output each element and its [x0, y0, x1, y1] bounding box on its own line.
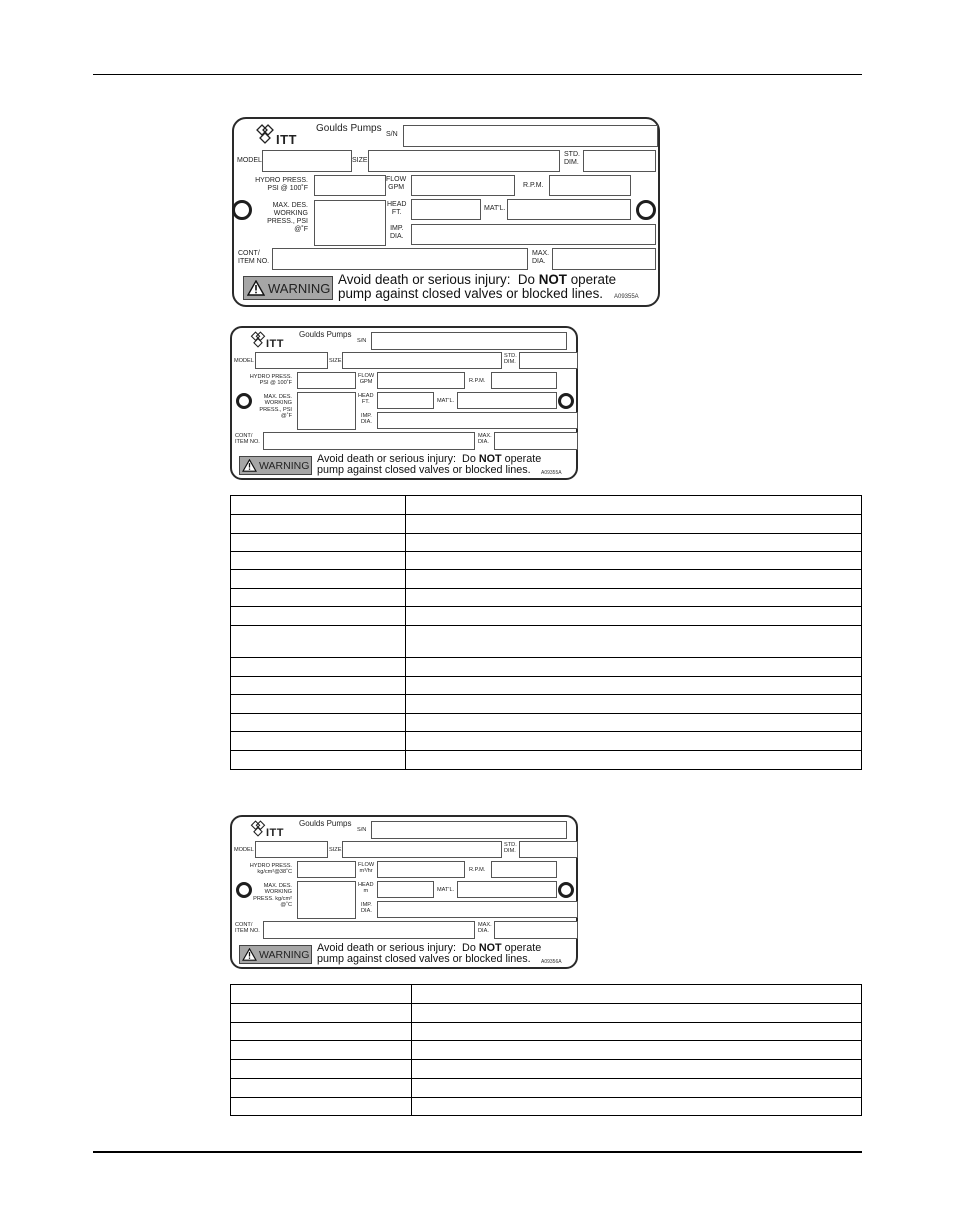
- field-std-dim: [519, 352, 578, 369]
- field-std-dim: [583, 150, 656, 172]
- warning-line2: pump against closed valves or blocked lines.: [338, 286, 603, 301]
- table-row: [231, 732, 862, 751]
- field-model: [255, 352, 328, 369]
- field-rpm: [491, 861, 557, 878]
- footer-rule: [93, 1151, 862, 1153]
- warning-triangle-icon: [242, 459, 257, 472]
- label-std-dim: STD. DIM.: [504, 353, 517, 366]
- label-imp-dia: IMP. DIA.: [390, 225, 404, 240]
- table-row: [231, 1079, 862, 1098]
- nameplate-field-table-2: [230, 984, 862, 1116]
- field-cont-item-no: [263, 921, 475, 939]
- warning-line2: pump against closed valves or blocked lines.: [317, 953, 531, 965]
- field-sn: [371, 332, 567, 350]
- warning-triangle-icon: [242, 948, 257, 961]
- warning-badge: [243, 276, 333, 300]
- warning-label: WARNING: [259, 459, 310, 472]
- mounting-hole-right: [558, 882, 574, 898]
- table-row: [231, 1004, 862, 1023]
- field-sn: [403, 125, 658, 147]
- label-sn: S/N: [357, 827, 367, 833]
- table-row: [231, 534, 862, 552]
- nameplate-field-table-1: [230, 495, 862, 770]
- field-matl: [457, 881, 557, 898]
- field-head: [411, 199, 481, 220]
- field-max-dia: [494, 432, 578, 450]
- field-flow: [411, 175, 515, 196]
- field-rpm: [549, 175, 631, 196]
- label-std-dim: STD. DIM.: [564, 151, 580, 166]
- field-std-dim: [519, 841, 578, 858]
- mounting-hole-left: [232, 200, 252, 220]
- warning-message: [338, 273, 616, 301]
- warning-badge: [239, 456, 312, 475]
- table-row: [231, 751, 862, 770]
- part-code: A09355A: [614, 294, 639, 300]
- table-row: [231, 1041, 862, 1060]
- field-max-dia: [494, 921, 578, 939]
- field-cont-item-no: [272, 248, 528, 270]
- field-hydro-press: [314, 175, 386, 196]
- mounting-hole-left: [236, 882, 252, 898]
- label-flow: FLOW m³/hr: [358, 862, 375, 875]
- label-max-des-working-press: MAX. DES. WORKING PRESS., PSI @˚F: [267, 202, 308, 233]
- label-hydro-press: HYDRO PRESS. PSI @ 100˚F: [249, 374, 292, 387]
- warning-line1-pre: Avoid death or serious injury: Do: [317, 453, 479, 465]
- table-row: [231, 1023, 862, 1041]
- warning-line1-post: operate: [501, 942, 542, 954]
- label-cont-item-no: CONT/ ITEM NO.: [235, 922, 260, 935]
- field-rpm: [491, 372, 557, 389]
- field-max-dia: [552, 248, 656, 270]
- field-size: [342, 841, 502, 858]
- table-row: [231, 1098, 862, 1116]
- table-row: [231, 658, 862, 677]
- label-rpm: R.P.M.: [523, 182, 544, 189]
- warning-message: [317, 454, 541, 476]
- label-sn: S/N: [386, 131, 398, 138]
- header-rule: [93, 74, 862, 75]
- table-row: [231, 570, 862, 589]
- field-head: [377, 392, 434, 409]
- label-flow: FLOW GPM: [358, 373, 375, 386]
- warning-line1-pre: Avoid death or serious injury: Do: [338, 272, 539, 287]
- part-code: A09355A: [541, 470, 562, 476]
- warning-line1-post: operate: [566, 272, 617, 287]
- warning-line1-bold: NOT: [478, 453, 502, 465]
- field-head: [377, 881, 434, 898]
- label-flow: FLOW GPM: [386, 176, 407, 191]
- field-matl: [507, 199, 631, 220]
- label-cont-item-no: CONT/ ITEM NO.: [238, 250, 270, 265]
- warning-line1-bold: NOT: [478, 942, 502, 954]
- label-head: HEAD m: [358, 882, 374, 895]
- table-row: [231, 677, 862, 695]
- mounting-hole-right: [558, 393, 574, 409]
- warning-label: WARNING: [259, 948, 310, 961]
- mounting-hole-right: [636, 200, 656, 220]
- label-max-des-working-press: MAX. DES. WORKING PRESS., PSI @˚F: [259, 394, 292, 420]
- label-size: SIZE: [329, 847, 342, 853]
- label-matl: MAT'L.: [484, 205, 506, 212]
- nameplate-english-large: [232, 117, 660, 307]
- table-row: [231, 552, 862, 570]
- label-std-dim: STD. DIM.: [504, 842, 517, 855]
- field-flow: [377, 372, 465, 389]
- warning-line1-post: operate: [501, 453, 542, 465]
- table-row: [231, 589, 862, 607]
- table-row: [231, 985, 862, 1004]
- itt-diamond-logo-icon: [249, 820, 267, 837]
- warning-line1-pre: Avoid death or serious injury: Do: [317, 942, 479, 954]
- warning-line1-bold: NOT: [538, 272, 567, 287]
- label-size: SIZE: [329, 358, 342, 364]
- label-model: MODEL: [234, 358, 254, 364]
- label-max-dia: MAX. DIA.: [478, 922, 492, 935]
- label-imp-dia: IMP. DIA.: [361, 902, 372, 915]
- itt-diamond-logo-icon: [249, 331, 267, 348]
- label-imp-dia: IMP. DIA.: [361, 413, 372, 426]
- warning-line2: pump against closed valves or blocked lines.: [317, 464, 531, 476]
- table-row: [231, 607, 862, 626]
- table-row: [231, 695, 862, 714]
- label-max-dia: MAX. DIA.: [478, 433, 492, 446]
- part-code: A09356A: [541, 959, 562, 965]
- warning-label: WARNING: [268, 280, 331, 296]
- field-hydro-press: [297, 372, 356, 389]
- field-max-des-working-press: [314, 200, 386, 246]
- label-hydro-press: HYDRO PRESS. kg/cm²@38˚C: [249, 863, 292, 876]
- label-matl: MAT'L.: [437, 398, 455, 404]
- brand-name: Goulds Pumps: [316, 123, 382, 134]
- itt-logo-text: ITT: [266, 338, 284, 350]
- brand-name: Goulds Pumps: [299, 330, 352, 339]
- label-model: MODEL: [237, 157, 262, 164]
- field-cont-item-no: [263, 432, 475, 450]
- field-model: [255, 841, 328, 858]
- mounting-hole-left: [236, 393, 252, 409]
- field-imp-dia: [377, 901, 578, 918]
- nameplate-english-small: [230, 326, 578, 480]
- label-model: MODEL: [234, 847, 254, 853]
- label-head: HEAD FT.: [387, 201, 407, 216]
- label-max-des-working-press: MAX. DES. WORKING PRESS. kg/cm² @˚C: [253, 883, 292, 909]
- label-hydro-press: HYDRO PRESS. PSI @ 100˚F: [255, 177, 308, 192]
- table-row: [231, 714, 862, 732]
- label-sn: S/N: [357, 338, 367, 344]
- field-size: [368, 150, 560, 172]
- itt-diamond-logo-icon: [254, 124, 276, 144]
- label-cont-item-no: CONT/ ITEM NO.: [235, 433, 260, 446]
- field-flow: [377, 861, 465, 878]
- table-row: [231, 496, 862, 515]
- field-matl: [457, 392, 557, 409]
- label-matl: MAT'L.: [437, 887, 455, 893]
- label-max-dia: MAX. DIA.: [532, 250, 550, 265]
- field-max-des-working-press: [297, 881, 356, 919]
- field-hydro-press: [297, 861, 356, 878]
- field-imp-dia: [411, 224, 656, 245]
- table-row: [231, 515, 862, 534]
- itt-logo-text: ITT: [276, 132, 297, 147]
- field-sn: [371, 821, 567, 839]
- warning-badge: [239, 945, 312, 964]
- field-imp-dia: [377, 412, 578, 429]
- label-rpm: R.P.M.: [469, 378, 486, 384]
- label-head: HEAD FT.: [358, 393, 374, 406]
- itt-logo-text: ITT: [266, 827, 284, 839]
- field-max-des-working-press: [297, 392, 356, 430]
- field-model: [262, 150, 352, 172]
- label-size: SIZE: [352, 157, 368, 164]
- nameplate-metric-small: [230, 815, 578, 969]
- field-size: [342, 352, 502, 369]
- table-row: [231, 626, 862, 658]
- brand-name: Goulds Pumps: [299, 819, 352, 828]
- warning-message: [317, 943, 541, 965]
- warning-triangle-icon: [247, 280, 265, 296]
- label-rpm: R.P.M.: [469, 867, 486, 873]
- table-row: [231, 1060, 862, 1079]
